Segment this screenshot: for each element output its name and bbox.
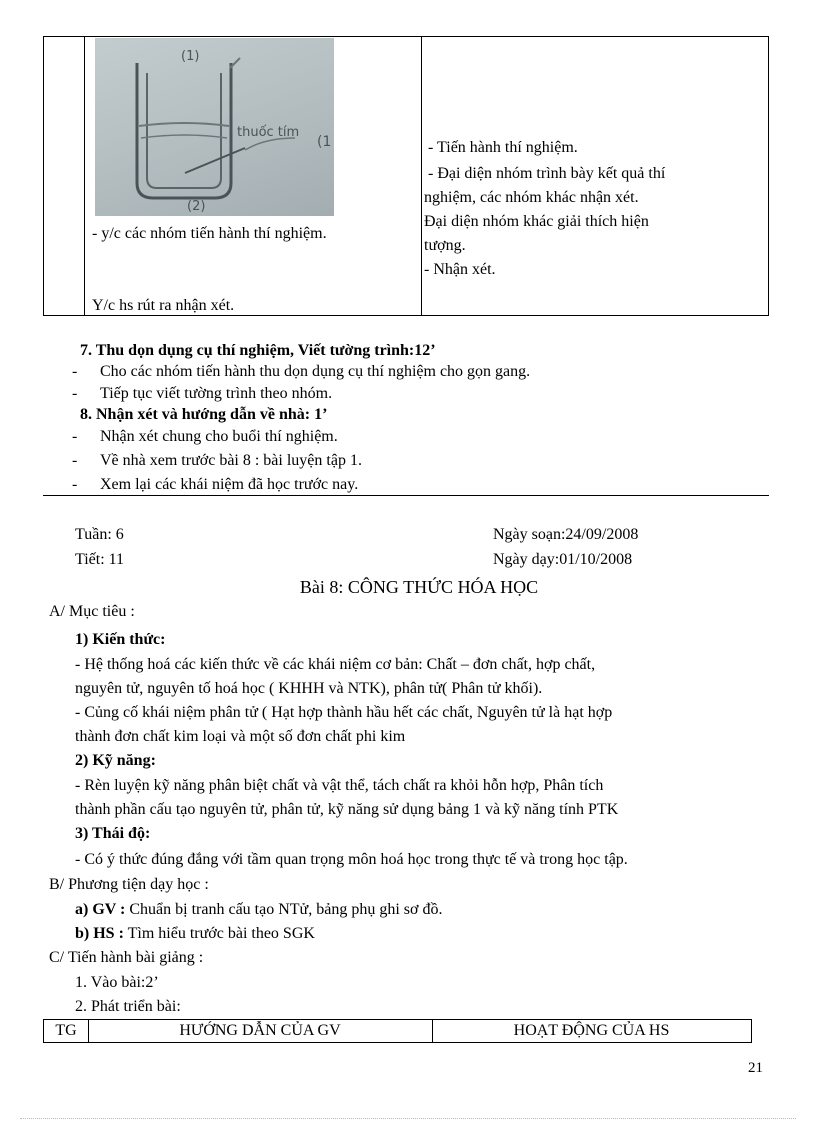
hs-activity-5: tượng.: [424, 237, 466, 254]
bullet-dash: -: [72, 428, 78, 445]
section-8-item-3: Xem lại các khái niệm đã học trước nay.: [100, 476, 359, 493]
section-a-heading: [49, 602, 135, 622]
section-8-heading: 8. Nhận xét và hướng dẫn về nhà: 1’: [80, 406, 328, 423]
bullet-dash: -: [72, 385, 78, 402]
hs-activity-3: nghiệm, các nhóm khác nhận xét.: [424, 189, 639, 206]
knowledge-line-4: thành đơn chất kim loại và một số đơn chất phi kim: [75, 728, 406, 745]
section-c-heading: C/ Tiến hành bài giảng :: [49, 949, 204, 966]
lesson-table-header: [43, 1019, 752, 1043]
bullet-dash: -: [72, 476, 78, 493]
knowledge-heading: 1) Kiến thức:: [75, 631, 166, 648]
col-hs: HOẠT ĐỘNG CỦA HS: [513, 1022, 670, 1039]
section-8-item-2: Về nhà xem trước bài 8 : bài luyện tập 1.: [100, 452, 362, 469]
table-divider: [84, 37, 85, 315]
page-footer-line: [20, 1118, 796, 1119]
hs-activity-4: Đại diện nhóm khác giải thích hiện: [424, 213, 649, 230]
lesson-period: Tiết: 11: [75, 551, 125, 568]
lesson-prep-date: Ngày soạn:24/09/2008: [493, 526, 639, 543]
bullet-dash: -: [72, 452, 78, 469]
gv-instruction-1: - y/c các nhóm tiến hành thí nghiệm.: [92, 225, 327, 242]
lesson-week: Tuần: 6: [75, 526, 124, 543]
experiment-photo: [95, 38, 334, 216]
gv-instruction-2: Y/c hs rút ra nhận xét.: [92, 297, 235, 314]
photo-label-2: (2): [187, 199, 206, 214]
hs-activity-1: - Tiến hành thí nghiệm.: [428, 139, 578, 156]
section-a-text: A/ Mục tiêu :: [49, 603, 135, 620]
attitude-line: - Có ý thức đúng đắng với tầm quan trọng môn hoá học trong thực tế và trong học tập.: [75, 851, 628, 868]
skills-heading: 2) Kỹ năng:: [75, 752, 156, 769]
bullet-dash: -: [72, 363, 78, 380]
skills-line-2: thành phần cấu tạo nguyên tử, phân tử, kỹ năng sử dụng bảng 1 và kỹ năng tính PTK: [75, 801, 619, 818]
col-tg: TG: [55, 1022, 77, 1039]
lesson-teach-date: Ngày dạy:01/10/2008: [493, 551, 633, 568]
section-8-item-1: Nhận xét chung cho buổi thí nghiệm.: [100, 428, 338, 445]
b-hs-line: [75, 924, 315, 944]
attitude-heading: 3) Thái độ:: [75, 825, 151, 842]
photo-label-right: (1: [317, 134, 332, 150]
knowledge-line-1: - Hệ thống hoá các kiến thức về các khái niệm cơ bản: Chất – đơn chất, hợp chất,: [75, 656, 596, 673]
col-gv: HƯỚNG DẪN CỦA GV: [179, 1022, 341, 1039]
hs-activity-2: - Đại diện nhóm trình bày kết quả thí: [428, 165, 666, 182]
section-7-item-1: Cho các nhóm tiến hành thu dọn dụng cụ thí nghiệm cho gọn gang.: [100, 363, 531, 380]
table-divider: [421, 37, 422, 315]
photo-label-reagent: thuốc tím: [237, 125, 300, 140]
section-7-item-2: Tiếp tục viết tường trình theo nhóm.: [100, 385, 333, 402]
c-step-2: 2. Phát triển bài:: [75, 998, 181, 1015]
section-b-heading: B/ Phương tiện dạy học :: [49, 876, 209, 893]
page-number: 21: [748, 1060, 763, 1076]
hs-activity-6: - Nhận xét.: [424, 261, 496, 278]
b-gv-line: [75, 900, 442, 920]
section-7-heading: 7. Thu dọn dụng cụ thí nghiệm, Viết tường trình:12’: [80, 342, 436, 359]
b-hs-label: b) HS :: [75, 925, 124, 942]
photo-label-1: (1): [181, 49, 200, 64]
b-gv-text: Chuẩn bị tranh cấu tạo NTử, bảng phụ ghi sơ đồ.: [125, 901, 443, 918]
skills-line-1: - Rèn luyện kỹ năng phân biệt chất và vật thể, tách chất ra khỏi hỗn hợp, Phân tích: [75, 777, 604, 794]
knowledge-line-3: - Củng cố khái niệm phân tử ( Hạt hợp thành hầu hết các chất, Nguyên tử là hạt hợp: [75, 704, 613, 721]
c-step-1: 1. Vào bài:2’: [75, 974, 159, 991]
knowledge-line-2: nguyên tử, nguyên tố hoá học ( KHHH và NTK), phân tử( Phân tử khối).: [75, 680, 543, 697]
b-gv-label: a) GV :: [75, 901, 126, 918]
b-hs-text: Tìm hiểu trước bài theo SGK: [123, 925, 315, 942]
section-divider: [43, 495, 769, 496]
lesson-title: Bài 8: CÔNG THỨC HÓA HỌC: [299, 577, 539, 597]
